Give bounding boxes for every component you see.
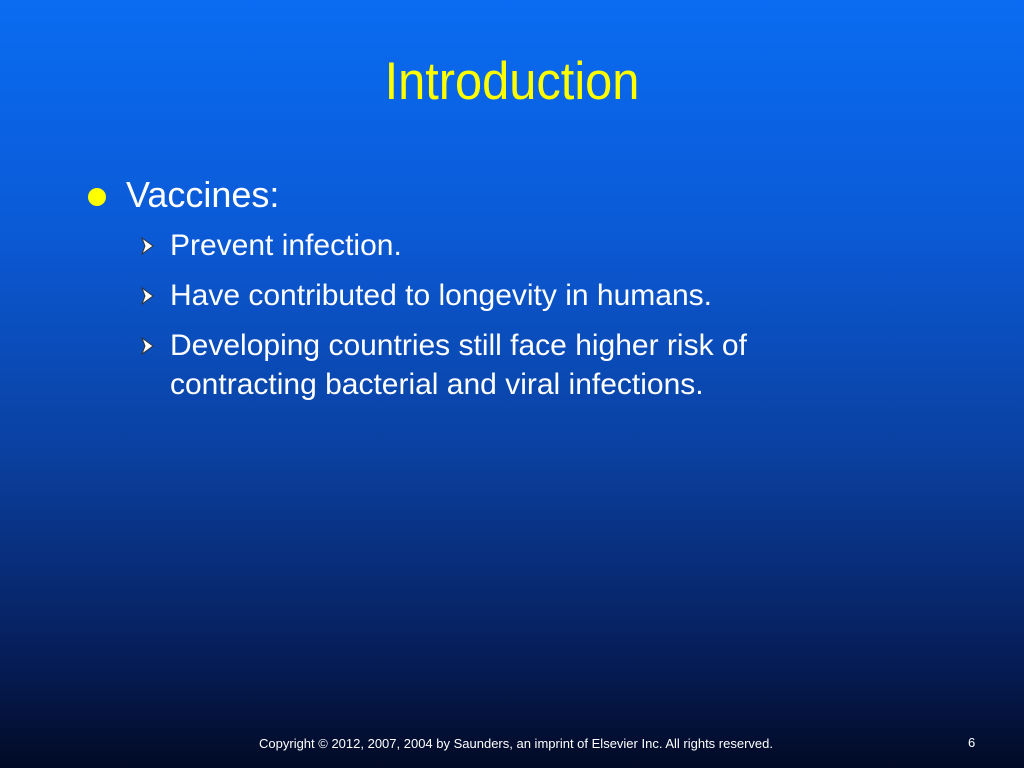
sub-bullet-item (140, 326, 988, 404)
chevron-arrow-icon (140, 335, 156, 357)
slide-body (88, 172, 988, 415)
sub-bullet-text: Prevent infection. (170, 229, 402, 262)
sub-bullet-item (140, 226, 988, 265)
bullet-text: Vaccines: (126, 174, 280, 215)
copyright-footer: Copyright © 2012, 2007, 2004 by Saunders, an imprint of Elsevier Inc. All rights reserved. (259, 736, 773, 751)
chevron-arrow-icon (140, 285, 156, 307)
sub-bullet-text: Developing countries still face higher risk of contracting bacterial and viral infections. (170, 329, 747, 401)
bullet-dot-icon (88, 188, 106, 206)
bullet-item (88, 172, 988, 218)
chevron-arrow-icon (140, 235, 156, 257)
page-number: 6 (968, 735, 976, 750)
sub-bullet-text: Have contributed to longevity in humans. (170, 279, 712, 312)
sub-bullet-list (140, 226, 988, 404)
sub-bullet-item (140, 276, 988, 315)
slide-title: Introduction (384, 52, 640, 111)
